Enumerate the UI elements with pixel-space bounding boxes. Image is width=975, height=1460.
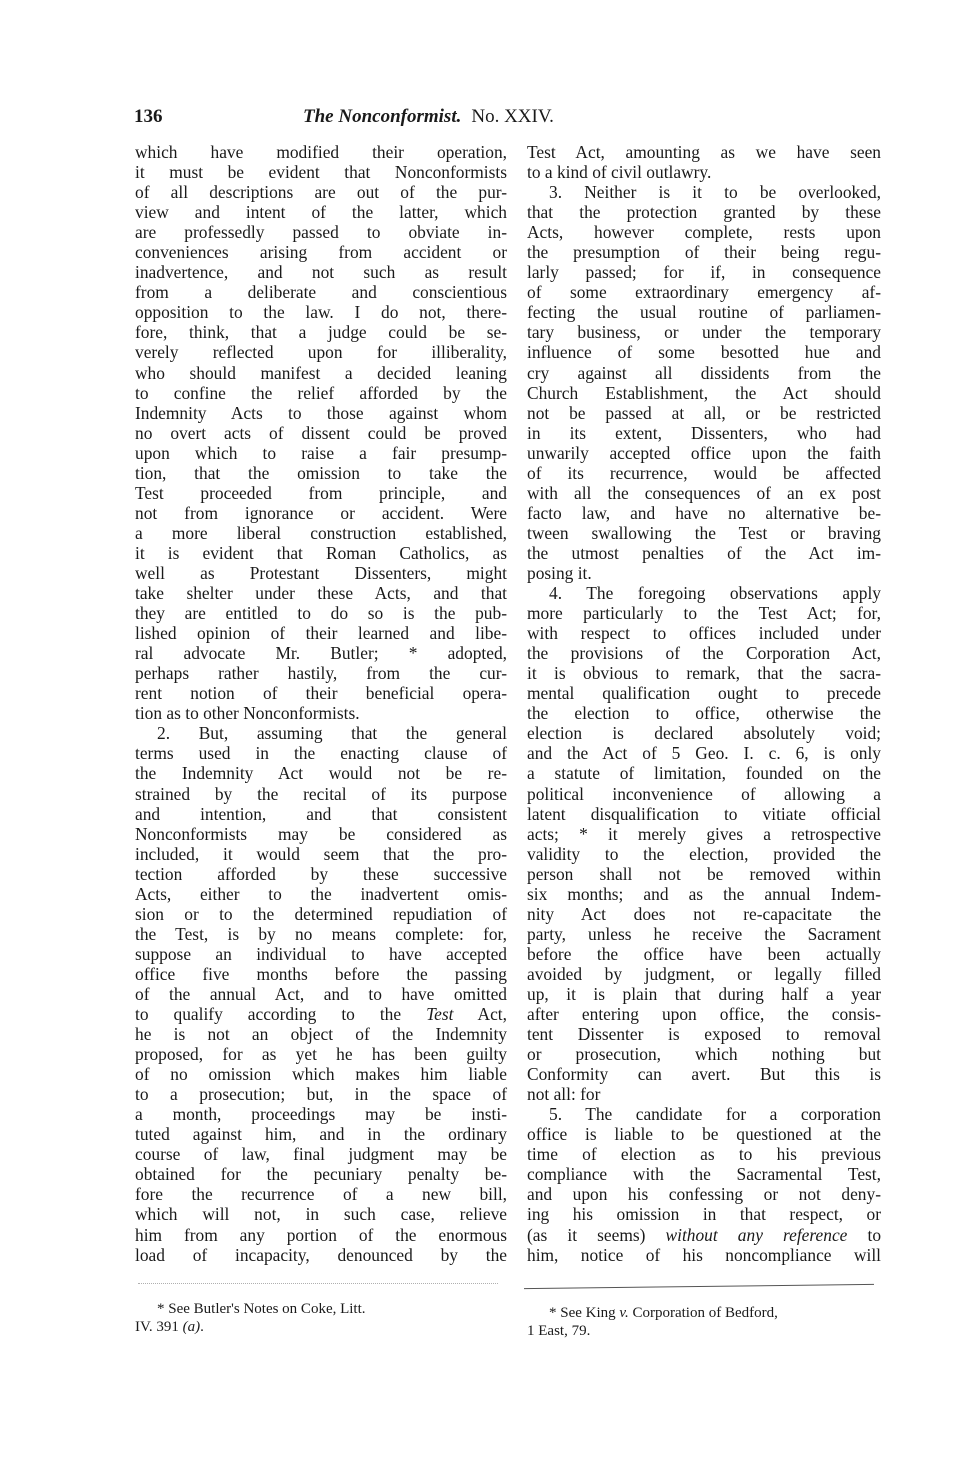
footnote-line xyxy=(135,1318,505,1336)
paragraph-start-2: 2. But, assuming that the general xyxy=(157,723,507,744)
text-line: before the office have been actually xyxy=(527,943,881,964)
text-fragment: * See King xyxy=(549,1305,620,1321)
text-line: perhaps rather hastily, from the cur- xyxy=(135,663,507,684)
italic-without-any-reference: without any reference xyxy=(665,1224,848,1245)
text-fragment: (as it seems) xyxy=(527,1224,666,1245)
text-line-with-italic xyxy=(527,1225,881,1245)
text-line: or prosecution, which nothing but xyxy=(527,1044,881,1065)
text-line: him from any portion of the enormous xyxy=(135,1224,507,1245)
text-line: a more liberal construction established, xyxy=(135,522,507,543)
text-line: lished opinion of their learned and libe- xyxy=(135,623,507,644)
text-fragment: Corporation of Bedford, xyxy=(628,1305,778,1321)
text-line: and intention, and that consistent xyxy=(135,803,507,824)
journal-title: The Nonconformist. xyxy=(303,106,462,127)
text-line: Test proceeded from principle, and xyxy=(135,482,507,503)
text-line: Test Act, amounting as we have seen xyxy=(527,142,881,162)
text-line: a month, proceedings may be insti- xyxy=(135,1104,507,1125)
text-line: the provisions of the Corporation Act, xyxy=(527,643,881,664)
text-line: tuted against him, and in the ordinary xyxy=(135,1124,507,1145)
text-line: view and intent of the latter, which xyxy=(135,202,507,223)
text-line: tween swallowing the Test or braving xyxy=(527,522,881,543)
text-line: not be passed at all, or be restricted xyxy=(527,402,881,423)
text-line: election is declared absolutely void; xyxy=(527,723,881,744)
text-line: tion as to other Nonconformists. xyxy=(135,703,360,724)
text-line-with-italic xyxy=(135,1004,507,1024)
text-fragment: to xyxy=(847,1224,882,1245)
text-line: well as Protestant Dissenters, might xyxy=(135,562,507,583)
text-fragment: IV. 391 xyxy=(135,1319,183,1335)
text-line: tection afforded by these successive xyxy=(135,863,507,884)
text-line: no overt acts of dissent could be proved xyxy=(135,422,507,443)
text-line: facto law, and have no alternative be- xyxy=(527,502,881,523)
text-line: more particularly to the Test Act; for, xyxy=(527,603,881,624)
text-line: strained by the recital of its purpose xyxy=(135,783,507,804)
text-line: the election to office, otherwise the xyxy=(527,703,881,724)
text-line: party, unless he receive the Sacrament xyxy=(527,923,881,944)
paragraph-start-5: 5. The candidate for a corporation xyxy=(549,1104,881,1125)
text-line: nity Act does not re-capacitate the xyxy=(527,903,881,924)
text-line: it is obvious to remark, that the sacra- xyxy=(527,663,881,684)
text-line: which have modified their operation, xyxy=(135,142,507,162)
text-line: Indemnity Acts to those against whom xyxy=(135,402,507,423)
text-line: avoided by judgment, or legally filled xyxy=(527,963,881,984)
text-line: terms used in the enacting clause of xyxy=(135,743,507,764)
italic-fragment: (a) xyxy=(182,1319,201,1335)
text-line: who should manifest a decided leaning xyxy=(135,362,507,383)
footnote-butler xyxy=(135,1300,505,1336)
text-line: Acts, either to the inadvertent omis- xyxy=(135,883,507,904)
text-line: they are entitled to do so is the pub- xyxy=(135,603,507,624)
text-line: which will not, in such case, relieve xyxy=(135,1204,507,1225)
text-line: load of incapacity, denounced by the xyxy=(135,1244,507,1265)
italic-fragment: v. xyxy=(619,1305,629,1321)
text-line: rent notion of their beneficial opera- xyxy=(135,683,507,704)
text-line: Church Establishment, the Act should xyxy=(527,382,881,403)
text-line: obtained for the pecuniary penalty be- xyxy=(135,1164,507,1185)
text-line: course of law, final judgment may be xyxy=(135,1144,507,1165)
text-line: fore the recurrence of a new bill, xyxy=(135,1184,507,1205)
text-line: of no omission which makes him liable xyxy=(135,1064,507,1085)
footnote-divider-left xyxy=(138,1283,498,1284)
text-line: mental qualification ought to precede xyxy=(527,683,881,704)
text-line: larly passed; for if, in consequence xyxy=(527,262,881,283)
footnote-king-v-bedford xyxy=(527,1304,877,1340)
italic-test: Test xyxy=(426,1004,454,1025)
text-line: that the protection granted by these xyxy=(527,202,881,223)
text-line: fecting the usual routine of parliamen- xyxy=(527,302,881,323)
text-line: suppose an individual to have accepted xyxy=(135,943,507,964)
footnote-line: 1 East, 79. xyxy=(527,1323,591,1339)
text-fragment: . xyxy=(200,1319,204,1335)
text-line: Conformity can avert. But this is xyxy=(527,1064,881,1085)
text-line: inadvertence, and not such as result xyxy=(135,262,507,283)
text-line: the presumption of their being regu- xyxy=(527,242,881,263)
text-line: not all: for xyxy=(527,1084,601,1105)
text-line: cry against all dissidents from the xyxy=(527,362,881,383)
text-line: of all descriptions are out of the pur- xyxy=(135,182,507,203)
text-line: influence of some besotted hue and xyxy=(527,342,881,363)
text-line: latent disqualification to vitiate official xyxy=(527,803,881,824)
paragraph-start-3: 3. Neither is it to be overlooked, xyxy=(549,182,881,203)
text-line: time of election as to his previous xyxy=(527,1144,881,1165)
text-line: take shelter under these Acts, and that xyxy=(135,583,507,604)
text-line: of some extraordinary emergency af- xyxy=(527,282,881,303)
text-line: sion or to the determined repudiation of xyxy=(135,903,507,924)
text-line: six months; and as the annual Indem- xyxy=(527,883,881,904)
text-line: unwarily accepted office upon the faith xyxy=(527,442,881,463)
text-line: acts; * it merely gives a retrospective xyxy=(527,823,881,844)
text-line: and the Act of 5 Geo. I. c. 6, is only xyxy=(527,743,881,764)
text-line: Acts, however complete, rests upon xyxy=(527,222,881,243)
text-line: from a deliberate and conscientious xyxy=(135,282,507,303)
text-line: after entering upon office, the consis- xyxy=(527,1004,881,1025)
text-line: it is evident that Roman Catholics, as xyxy=(135,542,507,563)
text-line: compliance with the Sacramental Test, xyxy=(527,1164,881,1185)
text-line: upon which to raise a fair presump- xyxy=(135,442,507,463)
text-line: in its extent, Dissenters, who had xyxy=(527,422,881,443)
text-line: to a prosecution; but, in the space of xyxy=(135,1084,507,1105)
text-line: included, it would seem that the pro- xyxy=(135,843,507,864)
text-line: validity to the election, provided the xyxy=(527,843,881,864)
paragraph-start-4: 4. The foregoing observations apply xyxy=(549,583,881,604)
text-line: ing his omission in that respect, or xyxy=(527,1204,881,1225)
footnote-divider-right xyxy=(524,1284,874,1289)
right-column xyxy=(527,142,881,1265)
running-header xyxy=(134,104,678,130)
left-column xyxy=(135,142,507,1265)
text-line: posing it. xyxy=(527,562,592,583)
text-line: office is liable to be questioned at the xyxy=(527,1124,881,1145)
text-line: tary business, or under the temporary xyxy=(527,322,881,343)
text-line: tent Dissenter is exposed to removal xyxy=(527,1024,881,1045)
text-line: proposed, for as yet he has been guilty xyxy=(135,1044,507,1065)
text-line: fore, think, that a judge could be se- xyxy=(135,322,507,343)
text-line: conveniences arising from accident or xyxy=(135,242,507,263)
text-fragment: to qualify according to the xyxy=(135,1004,427,1025)
text-line: person shall not be removed within xyxy=(527,863,881,884)
text-line: office five months before the passing xyxy=(135,963,507,984)
text-line: with all the consequences of an ex post xyxy=(527,482,881,503)
text-line: not from ignorance or accident. Were xyxy=(135,502,507,523)
text-line: ral advocate Mr. Butler; * adopted, xyxy=(135,643,507,664)
text-line: him, notice of his noncompliance will xyxy=(527,1244,881,1265)
text-line: opposition to the law. I do not, there- xyxy=(135,302,507,323)
text-line: to a kind of civil outlawry. xyxy=(527,162,712,183)
text-line: up, it is plain that during half a year xyxy=(527,983,881,1004)
text-line: of the annual Act, and to have omitted xyxy=(135,983,507,1004)
text-line: to confine the relief afforded by the xyxy=(135,382,507,403)
footnote-line: * See Butler's Notes on Coke, Litt. xyxy=(157,1301,366,1317)
text-line: the Indemnity Act would not be re- xyxy=(135,763,507,784)
issue-number: No. XXIV. xyxy=(471,106,554,127)
text-line: of its recurrence, would be affected xyxy=(527,462,881,483)
text-line: tion, that the omission to take the xyxy=(135,462,507,483)
footnote-line xyxy=(527,1304,877,1322)
text-line: a statute of limitation, founded on the xyxy=(527,763,881,784)
text-line: verely reflected upon for illiberality, xyxy=(135,342,507,363)
text-line: he is not an object of the Indemnity xyxy=(135,1024,507,1045)
text-line: the Test, is by no means complete: for, xyxy=(135,923,507,944)
page-number: 136 xyxy=(134,106,163,127)
text-fragment: Act, xyxy=(453,1004,507,1025)
running-title xyxy=(303,104,554,130)
text-line: are professedly passed to obviate in- xyxy=(135,222,507,243)
text-line: with respect to offices included under xyxy=(527,623,881,644)
text-line: and upon his confessing or not deny- xyxy=(527,1184,881,1205)
text-line: the utmost penalties of the Act im- xyxy=(527,542,881,563)
text-line: it must be evident that Nonconformists xyxy=(135,162,507,183)
text-line: political inconvenience of allowing a xyxy=(527,783,881,804)
text-line: Nonconformists may be considered as xyxy=(135,823,507,844)
